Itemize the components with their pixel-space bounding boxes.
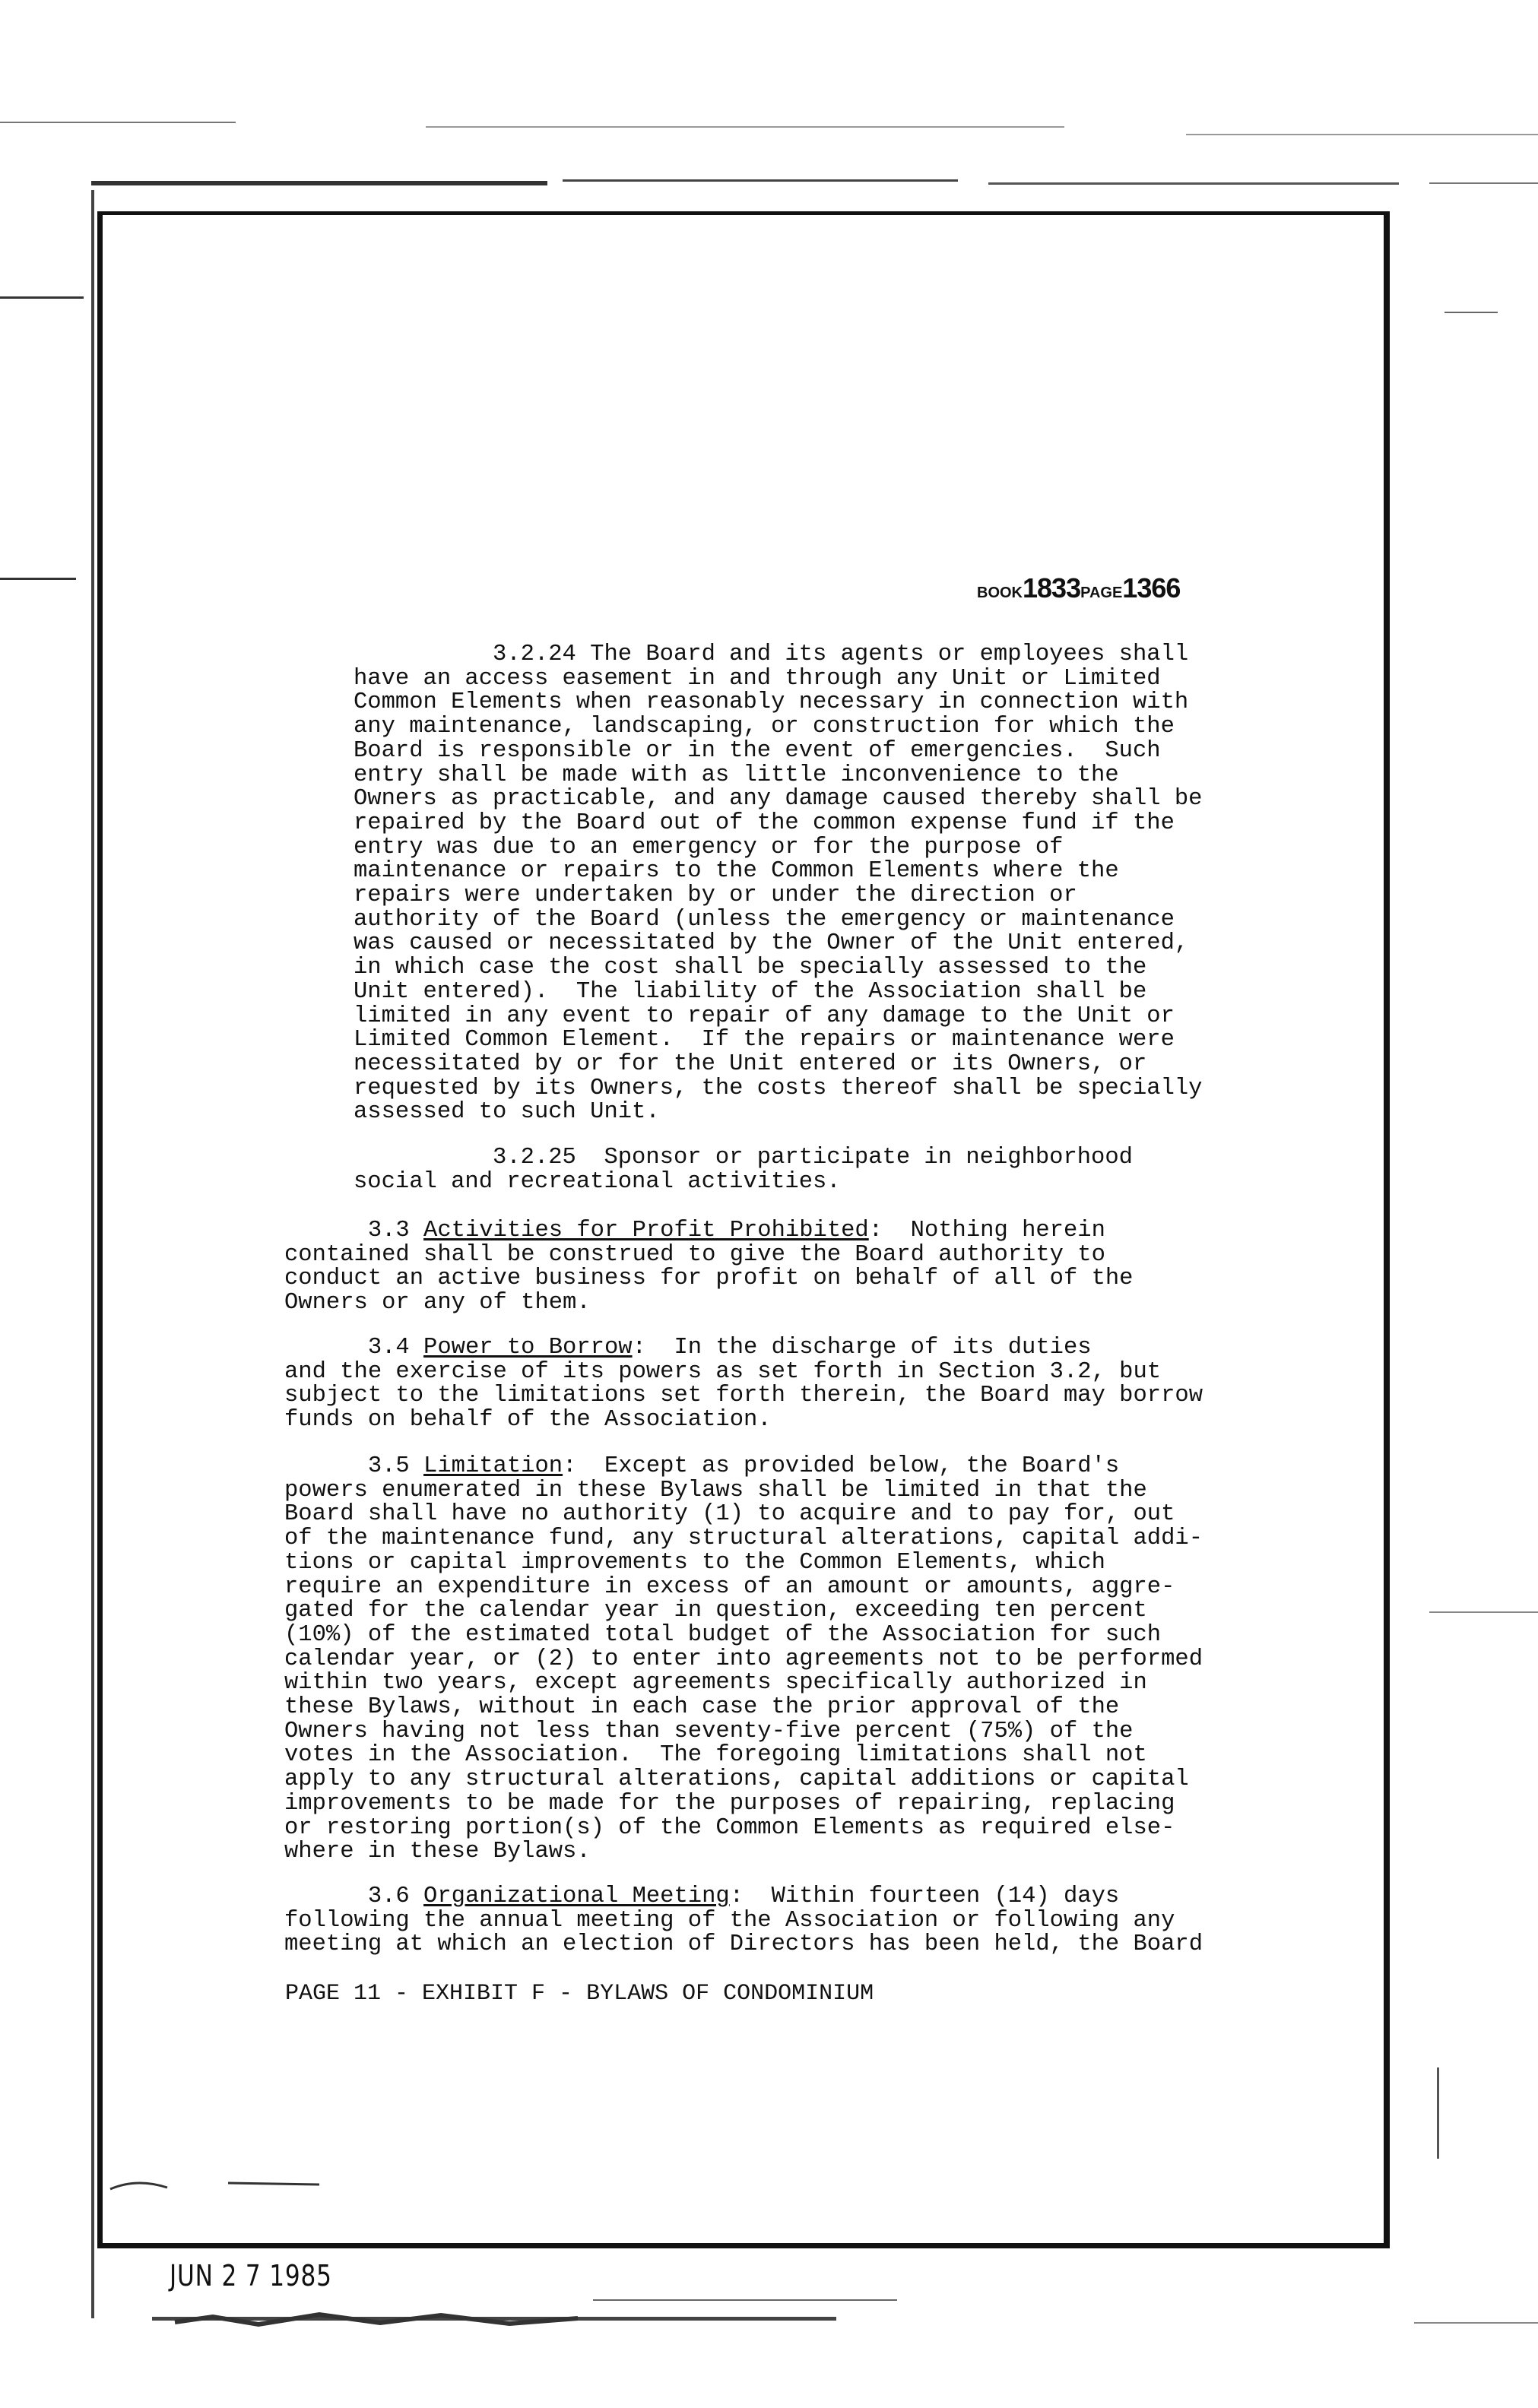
text-line: maintenance or repairs to the Common Elements where the: [354, 858, 1119, 885]
text-line: calendar year, or (2) to enter into agreements not to be performed: [284, 1646, 1203, 1672]
text-line: Owners or any of them.: [284, 1290, 591, 1316]
section-heading-rest: : Except as provided below, the Board's: [563, 1453, 1120, 1479]
text-line: have an access easement in and through any Unit or Limited: [354, 665, 1161, 692]
text-line: 3.2.24 The Board and its agents or employees shall: [354, 642, 1189, 667]
text-line: of the maintenance fund, any structural alterations, capital addi-: [284, 1526, 1203, 1552]
text-line: repairs were undertaken by or under the direction or: [354, 882, 1077, 909]
text-line: was caused or necessitated by the Owner of the Unit entered,: [354, 930, 1189, 957]
date-stamp: JUN 2 7 1985: [170, 2259, 332, 2292]
section-heading-line: [284, 1455, 1203, 1479]
section-number: 3.6: [284, 1884, 424, 1909]
paragraph-3-2-25: [354, 1146, 1133, 1194]
scan-artifact-scribble: [106, 2174, 335, 2197]
text-line: in which case the cost shall be specially assessed to the: [354, 955, 1147, 981]
text-line: Limited Common Element. If the repairs or maintenance were: [354, 1027, 1175, 1054]
scan-artifact-line: [0, 578, 76, 580]
section-number: 3.3: [284, 1218, 424, 1244]
page-label: PAGE: [1080, 585, 1123, 601]
text-line: assessed to such Unit.: [354, 1099, 660, 1126]
page-number: 1366: [1122, 572, 1181, 604]
paragraph-3-5: [284, 1455, 1203, 1865]
text-line: votes in the Association. The foregoing limitations shall not: [284, 1742, 1147, 1769]
text-line: conduct an active business for profit on behalf of all of the: [284, 1266, 1134, 1292]
text-line: Board is responsible or in the event of emergencies. Such: [354, 737, 1161, 764]
page-footer: PAGE 11 - EXHIBIT F - BYLAWS OF CONDOMINIUM: [285, 1981, 874, 2007]
scan-artifact-line: [91, 190, 94, 2318]
text-line: limited in any event to repair of any damage to the Unit or: [354, 1003, 1175, 1029]
text-line: funds on behalf of the Association.: [284, 1407, 772, 1434]
text-line: gated for the calendar year in question, exceeding ten percent: [284, 1598, 1147, 1624]
text-line: Owners as practicable, and any damage caused thereby shall be: [354, 786, 1203, 813]
scan-artifact-line: [988, 182, 1399, 185]
text-line: contained shall be construed to give the Board authority to: [284, 1241, 1105, 1268]
text-line: (10%) of the estimated total budget of the Association for such: [284, 1621, 1162, 1648]
text-line: these Bylaws, without in each case the prior approval of the: [284, 1694, 1120, 1721]
section-heading-line: [284, 1219, 1133, 1244]
text-line: within two years, except agreements specifically authorized in: [284, 1670, 1147, 1697]
text-line: where in these Bylaws.: [284, 1839, 591, 1865]
text-line: repaired by the Board out of the common expense fund if the: [354, 810, 1175, 836]
scan-artifact-line: [1414, 2322, 1538, 2324]
text-line: entry shall be made with as little inconvenience to the: [354, 762, 1119, 788]
section-number: 3.4: [284, 1335, 424, 1361]
text-line: Owners having not less than seventy-five percent (75%) of the: [284, 1718, 1134, 1744]
scan-artifact-line: [1429, 1611, 1538, 1613]
text-line: any maintenance, landscaping, or construction for which the: [354, 714, 1175, 740]
text-line: entry was due to an emergency or for the purpose of: [354, 834, 1064, 860]
section-heading: Limitation: [423, 1453, 563, 1479]
text-line: improvements to be made for the purposes of repairing, replacing: [284, 1790, 1175, 1817]
scan-artifact-line: [1429, 182, 1538, 184]
paragraph-3-4: [284, 1336, 1203, 1433]
paragraph-3-2-24: [354, 643, 1202, 1125]
section-heading: Activities for Profit Prohibited: [423, 1218, 869, 1244]
scan-artifact-line: [1444, 312, 1498, 313]
text-line: or restoring portion(s) of the Common Elements as required else-: [284, 1814, 1175, 1841]
scan-artifact-line: [426, 126, 1064, 128]
scan-artifact-line: [1437, 2067, 1439, 2159]
section-heading-rest: : Within fourteen (14) days: [729, 1884, 1120, 1909]
scan-artifact-line: [1186, 134, 1538, 135]
section-heading-line: [284, 1885, 1203, 1909]
paragraph-3-6: [284, 1885, 1203, 1957]
book-page-reference: [977, 572, 1180, 604]
text-line: Common Elements when reasonably necessary in connection with: [354, 689, 1189, 716]
section-heading: Power to Borrow: [423, 1335, 633, 1361]
text-line: Board shall have no authority (1) to acquire and to pay for, out: [284, 1501, 1175, 1528]
section-number: 3.5: [284, 1453, 424, 1479]
text-line: require an expenditure in excess of an amount or amounts, aggre-: [284, 1573, 1175, 1600]
text-line: requested by its Owners, the costs thereof shall be specially: [354, 1075, 1203, 1101]
scan-artifact-line: [0, 122, 236, 123]
text-line: following the annual meeting of the Association or following any: [284, 1907, 1175, 1934]
text-line: meeting at which an election of Directors has been held, the Board: [284, 1931, 1203, 1958]
text-line: tions or capital improvements to the Common Elements, which: [284, 1549, 1105, 1576]
scan-artifact-line: [0, 296, 84, 299]
text-line: social and recreational activities.: [354, 1168, 841, 1195]
paragraph-3-3: [284, 1219, 1133, 1316]
scan-artifact-scribble: [167, 2303, 593, 2334]
section-heading-rest: : Nothing herein: [868, 1218, 1105, 1244]
scan-artifact-line: [91, 181, 547, 185]
text-line: subject to the limitations set forth therein, the Board may borrow: [284, 1383, 1203, 1409]
section-heading: Organizational Meeting: [423, 1884, 730, 1909]
book-number: 1833: [1023, 572, 1081, 604]
section-heading-line: [284, 1336, 1203, 1361]
text-line: powers enumerated in these Bylaws shall be limited in that the: [284, 1477, 1147, 1503]
scan-artifact-line: [563, 179, 958, 182]
text-line: authority of the Board (unless the emergency or maintenance: [354, 906, 1175, 933]
text-line: apply to any structural alterations, capital additions or capital: [284, 1766, 1189, 1793]
book-label: BOOK: [977, 585, 1023, 601]
text-line: and the exercise of its powers as set forth in Section 3.2, but: [284, 1358, 1162, 1385]
section-heading-rest: : In the discharge of its duties: [632, 1335, 1092, 1361]
text-line: necessitated by or for the Unit entered or its Owners, or: [354, 1050, 1147, 1077]
text-line: 3.2.25 Sponsor or participate in neighborhood: [354, 1145, 1133, 1171]
scan-artifact-line: [593, 2299, 897, 2301]
text-line: Unit entered). The liability of the Association shall be: [354, 978, 1147, 1005]
